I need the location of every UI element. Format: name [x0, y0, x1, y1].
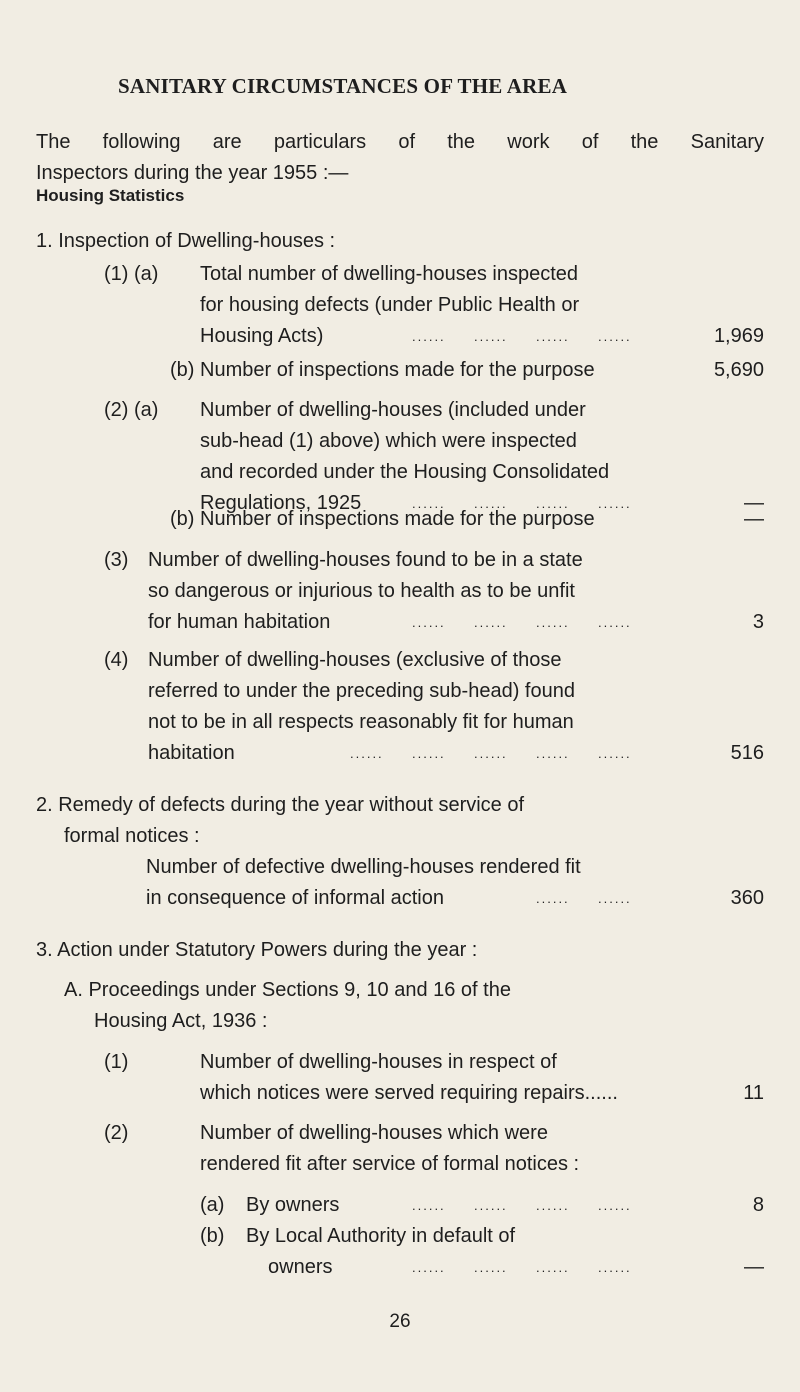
- item-3a2-number: (2): [104, 1122, 129, 1144]
- item-1b-value: 5,690: [713, 359, 764, 381]
- leader-dots: ......: [474, 1260, 508, 1275]
- leader-dots: ......: [536, 1198, 570, 1213]
- section-3a-line-2: Housing Act, 1936 :: [94, 1010, 268, 1032]
- item-4-line-3: not to be in all respects reasonably fit for human: [148, 711, 574, 733]
- item-3a2a-number: (a): [200, 1194, 225, 1216]
- leader-dots: ......: [536, 329, 570, 344]
- item-1a-line-1: Total number of dwelling-houses inspected: [200, 263, 578, 285]
- leader-dots: ......: [598, 1198, 632, 1213]
- section-2-line-4: in consequence of informal action: [146, 887, 444, 909]
- item-3a2a-value: 8: [752, 1194, 764, 1216]
- intro-line-2: Inspectors during the year 1955 :—: [36, 162, 349, 184]
- leader-dots: ......: [598, 615, 632, 630]
- item-4-value: 516: [730, 742, 764, 764]
- intro-paragraph: [36, 127, 764, 189]
- page-title: SANITARY CIRCUMSTANCES OF THE AREA: [118, 74, 568, 98]
- leader-dots: ......: [474, 496, 508, 511]
- leader-dots: ......: [536, 746, 570, 761]
- section-subheading: Housing Statistics: [36, 186, 185, 205]
- leader-dots: ......: [598, 1260, 632, 1275]
- item-3a2-line-2: rendered fit after service of formal notices :: [200, 1153, 580, 1175]
- leader-dots: ......: [598, 329, 632, 344]
- item-1a-line-2: for housing defects (under Public Health or: [200, 294, 580, 316]
- section-2-value: 360: [730, 887, 764, 909]
- item-4-number: (4): [104, 649, 129, 671]
- item-3a2a-label: By owners: [246, 1194, 340, 1216]
- item-3-value: 3: [752, 611, 764, 633]
- item-1a-number: (1) (a): [104, 263, 159, 285]
- leader-dots: ......: [536, 891, 570, 906]
- intro-line-1: The following are particulars of the work of the Sanitary: [36, 131, 764, 153]
- leader-dots: ......: [474, 1198, 508, 1213]
- section-3a-line-1: A. Proceedings under Sections 9, 10 and 16 of the: [64, 979, 511, 1001]
- item-3a2b-line-2: owners: [268, 1256, 333, 1278]
- leader-dots: ......: [536, 1260, 570, 1275]
- leader-dots: ......: [474, 329, 508, 344]
- leader-dots: ......: [474, 746, 508, 761]
- leader-dots: ......: [412, 329, 446, 344]
- section-2-line-2: formal notices :: [64, 825, 200, 847]
- item-2a-number: (2) (a): [104, 399, 159, 421]
- leader-dots: ......: [474, 615, 508, 630]
- leader-dots: ......: [412, 1260, 446, 1275]
- item-1a-line-3: Housing Acts): [200, 325, 324, 347]
- leader-dots: ......: [412, 746, 446, 761]
- item-3-number: (3): [104, 549, 129, 571]
- item-2b-line-1: Number of inspections made for the purpose: [200, 508, 595, 530]
- item-2a-line-3: and recorded under the Housing Consolidated: [200, 461, 610, 483]
- item-1a-value: 1,969: [713, 325, 764, 347]
- leader-dots: ......: [350, 746, 384, 761]
- section-1-title: 1. Inspection of Dwelling-houses :: [36, 230, 336, 252]
- item-1b-line-1: Number of inspections made for the purpose: [200, 359, 595, 381]
- item-1b-number: (b): [170, 359, 195, 381]
- section-3-title: 3. Action under Statutory Powers during the year :: [36, 939, 478, 961]
- item-3-line-1: Number of dwelling-houses found to be in a state: [148, 549, 583, 571]
- item-2a-line-4: Regulations, 1925: [200, 492, 362, 514]
- item-3-line-2: so dangerous or injurious to health as to be unfit: [148, 580, 575, 602]
- item-3-line-3: for human habitation: [148, 611, 331, 633]
- item-3a2b-line-1: By Local Authority in default of: [246, 1225, 516, 1247]
- leader-dots: ......: [412, 496, 446, 511]
- section-2-line-3: Number of defective dwelling-houses rendered fit: [146, 856, 581, 878]
- item-2b-number: (b): [170, 508, 195, 530]
- item-3a1-line-2: which notices were served requiring repairs......: [200, 1082, 618, 1104]
- item-3a1-value: 11: [743, 1082, 764, 1104]
- leader-dots: ......: [412, 615, 446, 630]
- leader-dots: ......: [598, 496, 632, 511]
- item-2b-value: —: [744, 508, 764, 530]
- leader-dots: ......: [536, 615, 570, 630]
- item-3a2b-value: —: [744, 1256, 764, 1278]
- item-3a2b-number: (b): [200, 1225, 225, 1247]
- item-3a1-number: (1): [104, 1051, 129, 1073]
- item-4-line-1: Number of dwelling-houses (exclusive of those: [148, 649, 562, 671]
- item-3a1-line-1: Number of dwelling-houses in respect of: [200, 1051, 557, 1073]
- item-4-line-2: referred to under the preceding sub-head) found: [148, 680, 575, 702]
- leader-dots: ......: [412, 1198, 446, 1213]
- item-2a-value: —: [744, 492, 764, 514]
- item-4-line-4: habitation: [148, 742, 235, 764]
- item-3a2-line-1: Number of dwelling-houses which were: [200, 1122, 548, 1144]
- item-2a-line-2: sub-head (1) above) which were inspected: [200, 430, 577, 452]
- section-2-line-1: 2. Remedy of defects during the year without service of: [36, 794, 525, 816]
- leader-dots: ......: [598, 746, 632, 761]
- page-number: 26: [389, 1311, 411, 1332]
- leader-dots: ......: [536, 496, 570, 511]
- leader-dots: ......: [598, 891, 632, 906]
- item-2a-line-1: Number of dwelling-houses (included under: [200, 399, 586, 421]
